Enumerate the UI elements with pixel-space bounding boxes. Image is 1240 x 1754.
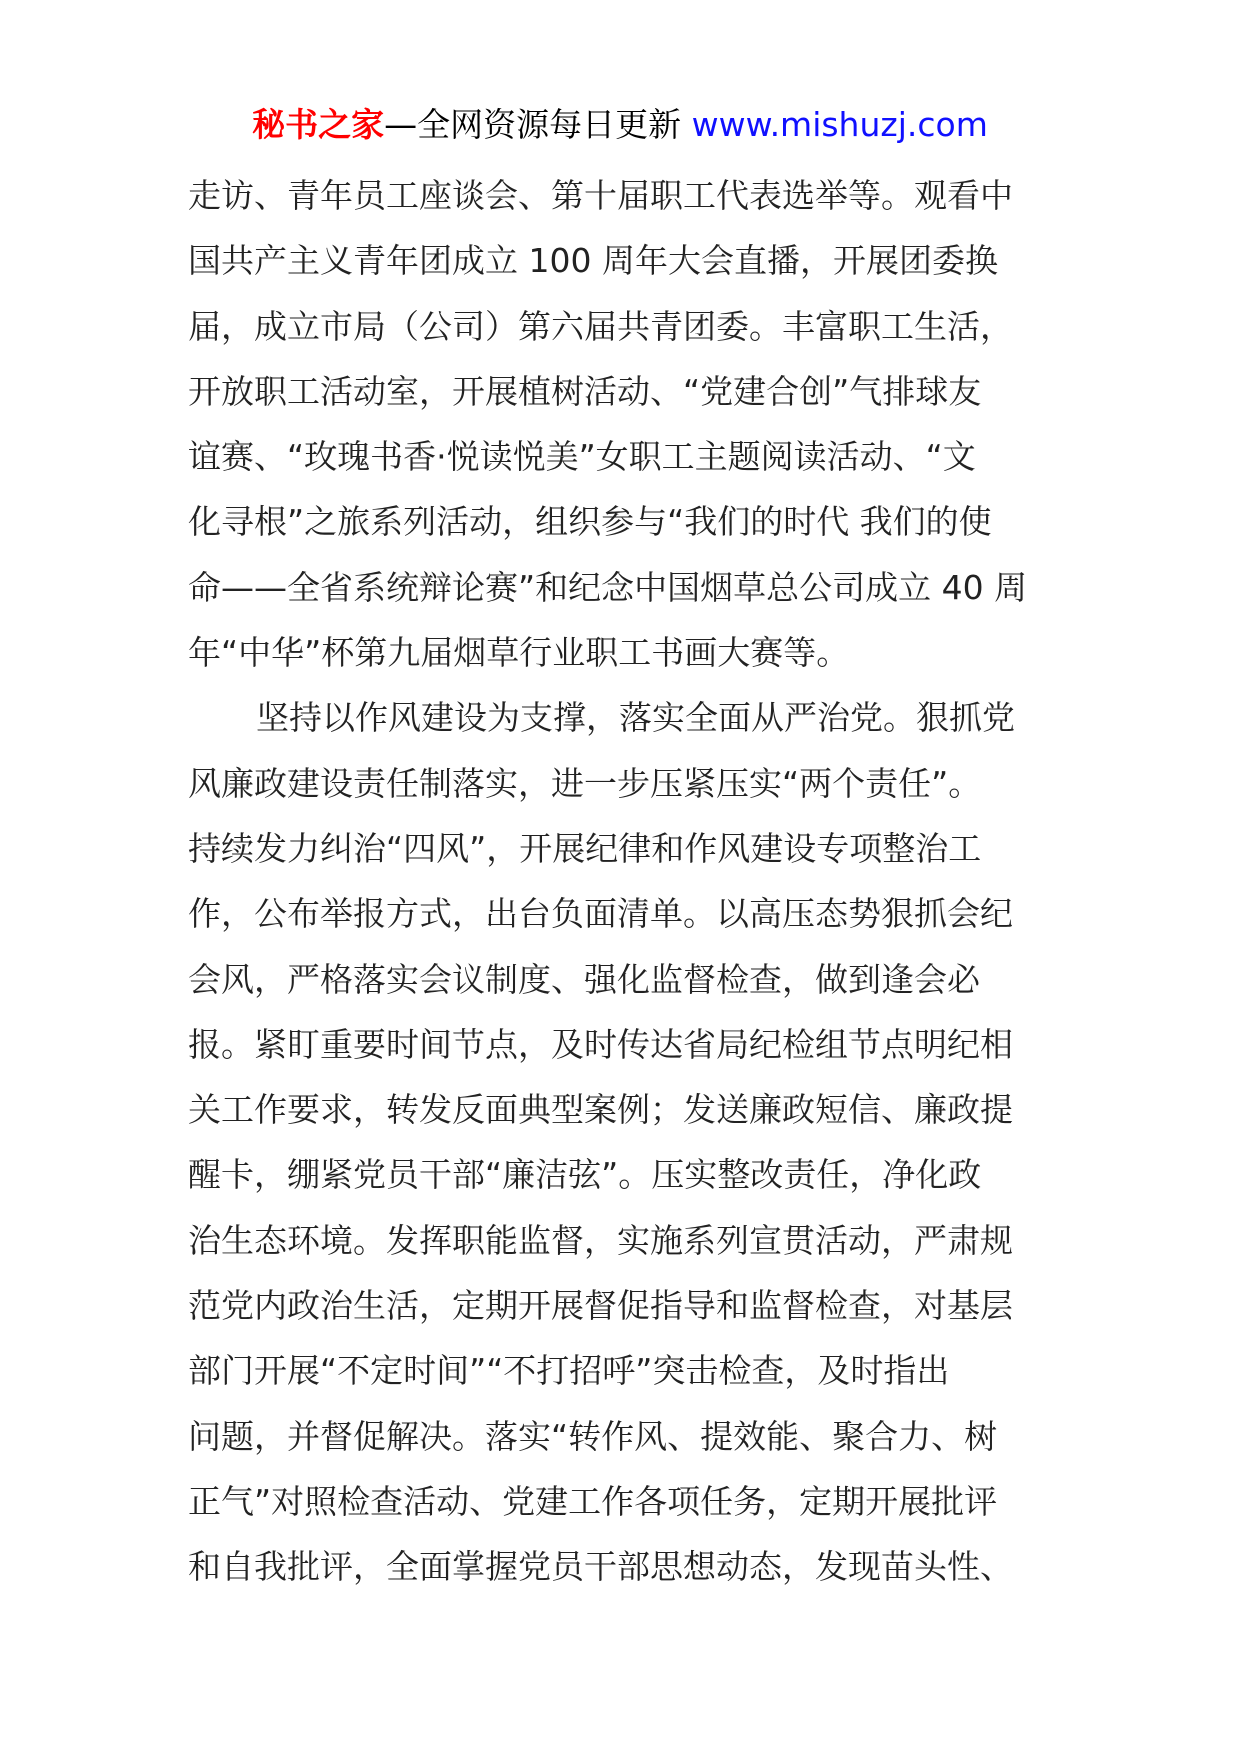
text-line: 报。紧盯重要时间节点，及时传达省局纪检组节点明纪相 [188,1024,1013,1064]
text-line: 作，公布举报方式，出台负面清单。以高压态势狠抓会纪 [188,894,1013,934]
text-line: 开放职工活动室，开展植树活动、“党建合创”气排球友 [188,371,982,411]
site-url-link[interactable]: www.mishuzj.com [691,105,988,144]
text-line: 范党内政治生活，定期开展督促指导和监督检查，对基层 [188,1286,1013,1326]
text-line: 化寻根”之旅系列活动，组织参与“我们的时代 我们的使 [188,502,992,542]
text-line: 持续发力纠治“四风”，开展纪律和作风建设专项整治工 [188,828,982,868]
paragraph-start-line: 坚持以作风建设为支撑，落实全面从严治党。狠抓党 [256,698,1015,738]
text-line: 醒卡，绷紧党员干部“廉洁弦”。压实整改责任，净化政 [188,1155,982,1195]
text-line: 部门开展“不定时间”“不打招呼”突击检查，及时指出 [188,1351,950,1391]
brand-name: 秘书之家 [252,105,385,144]
header-slogan: —全网资源每日更新 [384,105,692,144]
text-line: 风廉政建设责任制落实，进一步压紧压实“两个责任”。 [188,763,982,803]
text-line: 走访、青年员工座谈会、第十届职工代表选举等。观看中 [188,176,1013,215]
document-body [188,163,1058,1600]
text-line: 会风，严格落实会议制度、强化监督检查，做到逢会必 [188,959,980,999]
text-line: 届，成立市局（公司）第六届共青团委。丰富职工生活， [188,306,1013,346]
text-line: 命——全省系统辩论赛”和纪念中国烟草总公司成立 40 周 [188,567,1028,607]
text-line: 年“中华”杯第九届烟草行业职工书画大赛等。 [188,633,850,673]
text-line: 正气”对照检查活动、党建工作各项任务，定期开展批评 [188,1481,998,1521]
text-line: 治生态环境。发挥职能监督，实施系列宣贯活动，严肃规 [188,1220,1013,1260]
page-header [0,100,1240,150]
text-line: 关工作要求，转发反面典型案例；发送廉政短信、廉政提 [188,1090,1013,1130]
text-line: 谊赛、“玫瑰书香·悦读悦美”女职工主题阅读活动、“文 [188,437,976,477]
text-line: 和自我批评，全面掌握党员干部思想动态，发现苗头性、 [188,1547,1013,1587]
text-line: 问题，并督促解决。落实“转作风、提效能、聚合力、树 [188,1416,998,1456]
text-line: 国共产主义青年团成立 100 周年大会直播，开展团委换 [188,241,998,281]
